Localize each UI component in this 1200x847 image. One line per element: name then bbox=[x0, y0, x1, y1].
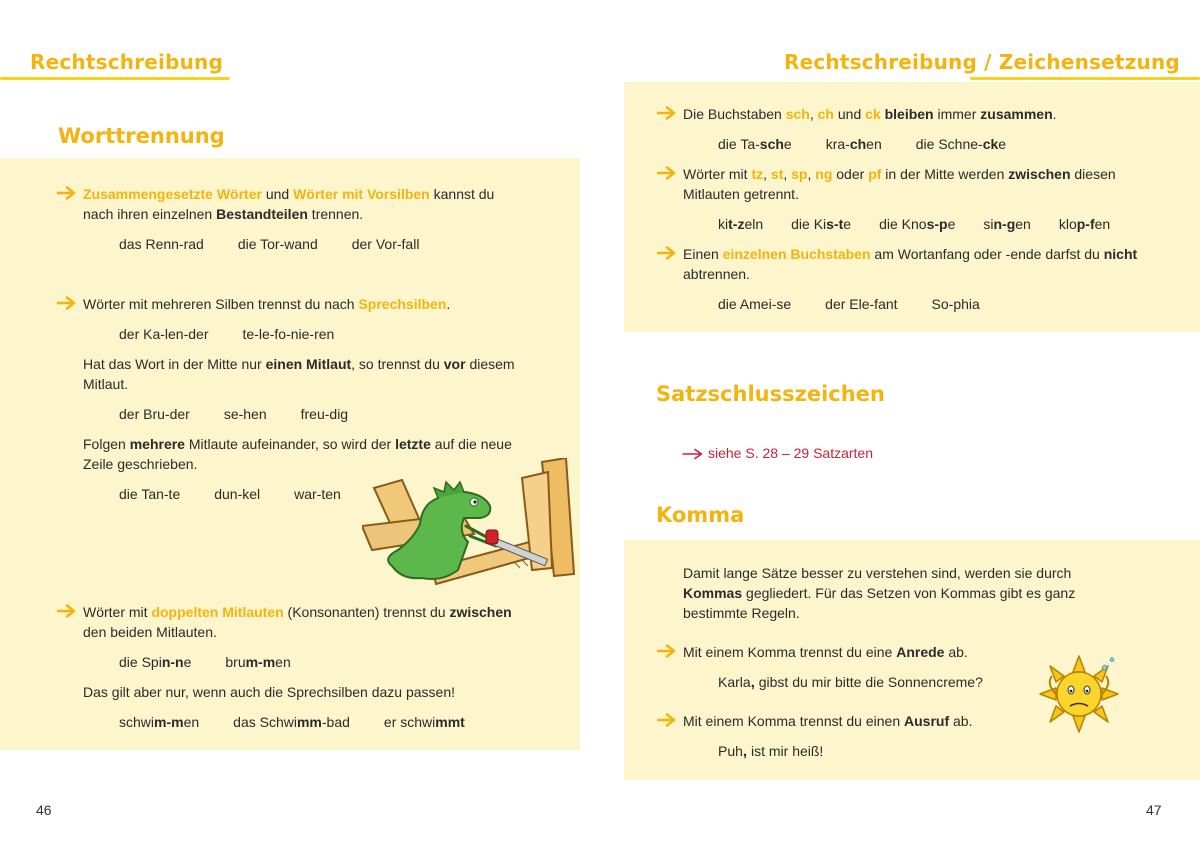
highlight-single-letter: einzelnen Buchstaben bbox=[722, 246, 871, 262]
bold-split: s-t bbox=[826, 216, 844, 232]
text: die Schne- bbox=[915, 136, 983, 152]
text: Hat das Wort in der Mitte nur bbox=[83, 356, 266, 372]
bold-term: zusammen bbox=[980, 106, 1053, 122]
text: e bbox=[947, 216, 956, 232]
examples-compound bbox=[119, 234, 453, 254]
text: gegliedert. Für das Setzen von Kommas gibt es ganz bbox=[742, 585, 1076, 601]
example-word: dun-kel bbox=[214, 486, 261, 502]
text: . bbox=[1052, 106, 1057, 122]
comma-mark: , bbox=[742, 743, 748, 760]
text: Mit einem Komma trennst du eine bbox=[683, 644, 897, 660]
text: e bbox=[843, 216, 852, 232]
example-word: die Amei-se bbox=[718, 296, 792, 312]
text: eln bbox=[744, 216, 764, 232]
example-word: So-phia bbox=[931, 296, 980, 312]
rule-sch-ch-ck bbox=[657, 104, 1177, 124]
text: en bbox=[1015, 216, 1031, 232]
example-word: der Vor-fall bbox=[351, 236, 420, 252]
highlight-prefix: Wörter mit Vorsilben bbox=[293, 186, 430, 202]
example-word: der Bru-der bbox=[119, 406, 190, 422]
bold-term: Ausruf bbox=[904, 713, 950, 729]
page-number-right: 47 bbox=[1146, 802, 1162, 818]
text: Zeile geschrieben. bbox=[83, 456, 198, 472]
text: e bbox=[183, 654, 192, 670]
bold-term: Anrede bbox=[896, 644, 945, 660]
satzarten-reference-link[interactable] bbox=[682, 443, 873, 463]
bold-term: nicht bbox=[1103, 246, 1138, 262]
example-word: das Renn-rad bbox=[119, 236, 204, 252]
rule-tz-st-sp bbox=[657, 164, 1177, 204]
worttrennung-title: Worttrennung bbox=[58, 124, 225, 148]
text: das Schwi bbox=[233, 714, 297, 730]
text: Folgen bbox=[83, 436, 130, 452]
text: ist mir heiß! bbox=[747, 743, 824, 759]
highlight-compound: Zusammengesetzte Wörter bbox=[83, 186, 262, 202]
examples-sch-ch-ck bbox=[718, 134, 1040, 154]
komma-title: Komma bbox=[656, 503, 745, 527]
examples-double-consonants bbox=[119, 652, 325, 672]
example-word: freu-dig bbox=[300, 406, 349, 422]
text: Wörter mit mehreren Silben trennst du nach bbox=[83, 296, 359, 312]
arrow-right-icon bbox=[657, 713, 677, 727]
text: klo bbox=[1058, 216, 1077, 232]
arrow-right-icon bbox=[657, 644, 677, 658]
highlight-letters: ng bbox=[815, 166, 833, 182]
text: bestimmte Regeln. bbox=[683, 605, 800, 621]
text: . bbox=[446, 296, 451, 312]
bold-split: mm bbox=[296, 714, 322, 730]
text: -bad bbox=[321, 714, 350, 730]
text: diesem bbox=[465, 356, 515, 372]
highlight-letters: sch bbox=[785, 106, 810, 122]
text: Einen bbox=[683, 246, 723, 262]
text: Damit lange Sätze besser zu verstehen sind, werden sie durch bbox=[683, 565, 1072, 581]
text: en bbox=[866, 136, 882, 152]
dinosaur-sawing-illustration bbox=[362, 458, 580, 590]
highlight-double: doppelten Mitlauten bbox=[151, 604, 284, 620]
text: die Ta- bbox=[718, 136, 760, 152]
text: schwi bbox=[119, 714, 155, 730]
text: (Konsonanten) trennst du bbox=[283, 604, 450, 620]
examples-one-consonant bbox=[119, 404, 382, 424]
komma-intro bbox=[683, 563, 1153, 623]
text: die Spi bbox=[119, 654, 162, 670]
text: abtrennen. bbox=[683, 266, 750, 282]
examples-single-letter bbox=[718, 294, 1014, 314]
arrow-right-icon bbox=[57, 296, 77, 310]
text: , bbox=[807, 166, 816, 182]
arrow-right-icon bbox=[657, 106, 677, 120]
right-page-header: Rechtschreibung / Zeichensetzung bbox=[784, 50, 1180, 74]
text: Puh bbox=[718, 743, 743, 759]
bold-split: n-n bbox=[161, 654, 184, 670]
rule-one-consonant bbox=[83, 354, 553, 394]
bold-term: bleiben bbox=[884, 106, 934, 122]
bold-split: p-f bbox=[1076, 216, 1095, 232]
example-word: te-le-fo-nie-ren bbox=[242, 326, 335, 342]
highlight-letters: sp bbox=[791, 166, 808, 182]
bold-split: t-z bbox=[728, 216, 745, 232]
text: ab. bbox=[944, 644, 968, 660]
bold-split: mmt bbox=[435, 714, 465, 730]
text: nach ihren einzelnen bbox=[83, 206, 217, 222]
text: am Wortanfang oder -ende darfst du bbox=[870, 246, 1104, 262]
text: die Ki bbox=[791, 216, 827, 232]
text: und bbox=[833, 106, 866, 122]
text: , bbox=[763, 166, 771, 182]
text: diesen bbox=[1070, 166, 1116, 182]
text: e bbox=[998, 136, 1007, 152]
rule-double-consonants bbox=[57, 602, 557, 642]
text: er schwi bbox=[383, 714, 436, 730]
arrow-right-icon bbox=[657, 166, 677, 180]
highlight-letters: pf bbox=[868, 166, 882, 182]
rule-syllables bbox=[57, 294, 557, 314]
text: en bbox=[1094, 216, 1111, 232]
example-word: die Tor-wand bbox=[237, 236, 318, 252]
example-word: der Ka-len-der bbox=[119, 326, 209, 342]
text: , bbox=[809, 106, 818, 122]
text: Die Buchstaben bbox=[683, 106, 786, 122]
text: Mit einem Komma trennst du einen bbox=[683, 713, 904, 729]
text: Mitlauten getrennt. bbox=[683, 186, 799, 202]
highlight-syllables: Sprechsilben bbox=[358, 296, 447, 312]
arrow-right-icon bbox=[57, 186, 77, 200]
bold-split: s-p bbox=[926, 216, 948, 232]
rule-sprechsilben-note: Das gilt aber nur, wenn auch die Sprechsilben dazu passen! bbox=[83, 684, 456, 700]
bold-split: m-m bbox=[245, 654, 276, 670]
bold-term: letzte bbox=[395, 436, 431, 452]
text: ki bbox=[718, 216, 729, 232]
bold-term: mehrere bbox=[129, 436, 185, 452]
bold-term: Kommas bbox=[683, 585, 743, 601]
rule-compound-words bbox=[57, 184, 557, 224]
bold-term: zwischen bbox=[1008, 166, 1071, 182]
komma-example-anrede bbox=[718, 672, 983, 693]
example-word: die Tan-te bbox=[119, 486, 181, 502]
bold-split: ck bbox=[982, 136, 999, 152]
bold-term: einen Mitlaut bbox=[265, 356, 352, 372]
right-header-underline bbox=[970, 77, 1200, 80]
text: kannst du bbox=[429, 186, 495, 202]
comma-mark: , bbox=[750, 674, 755, 691]
arrow-right-icon bbox=[682, 448, 704, 460]
example-word: se-hen bbox=[223, 406, 267, 422]
text: den beiden Mitlauten. bbox=[83, 624, 217, 640]
highlight-letters: st bbox=[770, 166, 784, 182]
text: gibst du mir bitte die Sonnencreme? bbox=[754, 674, 983, 690]
satzschlusszeichen-title: Satzschlusszeichen bbox=[656, 382, 885, 406]
text: , so trennst du bbox=[351, 356, 444, 372]
reference-text: siehe S. 28 – 29 Satzarten bbox=[708, 445, 873, 461]
text: auf die neue bbox=[430, 436, 512, 452]
text: kra- bbox=[825, 136, 850, 152]
bold-term: Bestandteilen bbox=[216, 206, 308, 222]
page-number-left: 46 bbox=[36, 802, 52, 818]
examples-syllables bbox=[119, 324, 368, 344]
text: ab. bbox=[949, 713, 973, 729]
arrow-right-icon bbox=[57, 604, 77, 618]
komma-rule-ausruf bbox=[657, 711, 1057, 731]
text: , bbox=[783, 166, 792, 182]
text: und bbox=[261, 186, 294, 202]
text: Karla bbox=[718, 674, 751, 690]
rule-single-letter bbox=[657, 244, 1177, 284]
text: oder bbox=[832, 166, 869, 182]
text: en bbox=[183, 714, 200, 730]
text: Wörter mit bbox=[683, 166, 752, 182]
examples-multiple-consonants bbox=[119, 484, 375, 504]
examples-double-note bbox=[119, 712, 499, 732]
example-word: war-ten bbox=[294, 486, 341, 502]
highlight-letters: tz bbox=[751, 166, 764, 182]
bold-term: vor bbox=[443, 356, 466, 372]
examples-tz-st-sp bbox=[718, 214, 1110, 234]
highlight-letters: ch bbox=[817, 106, 834, 122]
arrow-right-icon bbox=[657, 246, 677, 260]
komma-rule-anrede bbox=[657, 642, 1057, 662]
bold-split: sch bbox=[759, 136, 784, 152]
left-header-underline bbox=[0, 77, 230, 80]
highlight-letters: ck bbox=[865, 106, 881, 122]
left-page-header: Rechtschreibung bbox=[30, 50, 224, 74]
text: immer bbox=[933, 106, 981, 122]
text: bru bbox=[225, 654, 246, 670]
text: trennen. bbox=[307, 206, 364, 222]
text: en bbox=[275, 654, 291, 670]
text: die Kno bbox=[879, 216, 927, 232]
bold-split: ch bbox=[849, 136, 867, 152]
text: in der Mitte werden bbox=[881, 166, 1009, 182]
bold-split: n-g bbox=[993, 216, 1016, 232]
text: Mitlaute aufeinander, so wird der bbox=[184, 436, 396, 452]
text: Wörter mit bbox=[83, 604, 152, 620]
komma-example-ausruf bbox=[718, 741, 823, 762]
bold-term: zwischen bbox=[449, 604, 512, 620]
text: si bbox=[983, 216, 994, 232]
text: e bbox=[783, 136, 792, 152]
example-word: der Ele-fant bbox=[825, 296, 898, 312]
text: Mitlaut. bbox=[83, 376, 129, 392]
bold-split: m-m bbox=[154, 714, 184, 730]
